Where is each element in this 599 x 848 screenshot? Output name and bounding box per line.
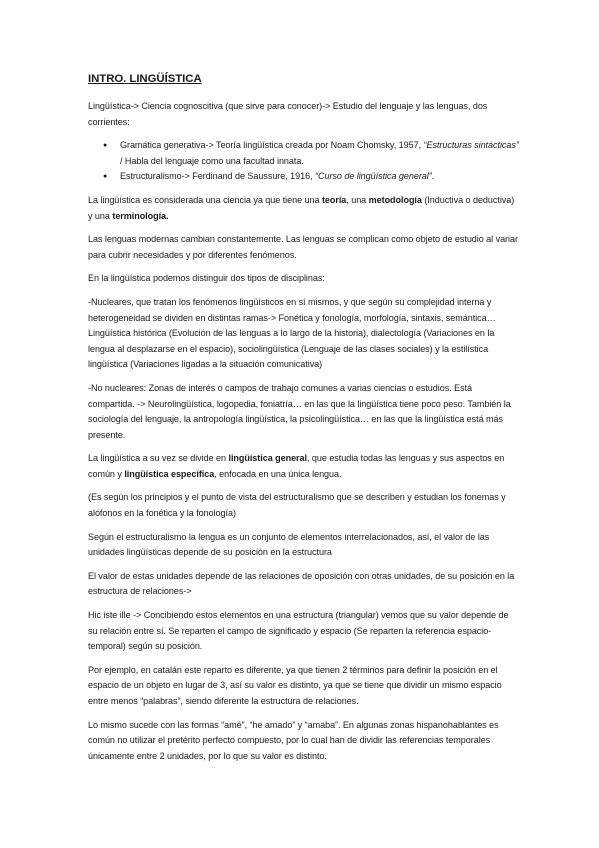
list-item: ● Estructuralismo-> Ferdinand de Saussure, 1916, “Curso de lingüística general”. (120, 169, 520, 185)
paragraph-general-specific: La lingüística a su vez se divide en lingüística general, que estudia todas las lenguas y sus aspectos en común y lingüística específica, enfocada en una única lengua. (88, 453, 505, 479)
paragraph-structuralism-note: (Es según los principios y el punto de vista del estructuralismo que se describen y estudian los fonemas y alófonos en la fonética y la fonología) (88, 492, 506, 519)
page-title: INTRO. LINGÜÍSTICA (88, 73, 202, 85)
currents-list (88, 138, 520, 185)
paragraph-catalan-example: Por ejemplo, en catalán este reparto es diferente, ya que tienen 2 términos para definir la posición en el espacio de un objeto en lugar de 3, así su valor es distinto, ya que se tiene que dividir un mismo espacio entre menos “palabras”, siendo diferente la estructura de relaciones. (88, 664, 502, 706)
paragraph-structuralism: Según el estructuralismo la lengua es un conjunto de elementos interrelacionados, así, el valor de las unidades lingüísticas depende de su posición en la estructura (88, 531, 490, 558)
document-page (88, 72, 520, 772)
paragraph-non-nuclear: -No nucleares: Zonas de interés o campos de trabajo comunes a varias ciencias o estudios. Está compartida. -> Neurolingüística, logopedia, foniatría… en las que la lingüística tiene poco peso. También la sociología del lenguaje, la antropología lingüística, la psicolingüística… en las que la lingüística está más presente. (88, 382, 511, 440)
paragraph-hic-iste-ille: Hic iste ille -> Concibiendo estos elementos en una estructura (triangular) vemos que su valor depende de su relación entre sí. Se reparten el campo de significado y espacio (Se reparten la referencia espacio-temporal) según su posición. (88, 610, 509, 652)
paragraph-modern-languages: Las lenguas modernas cambian constantemente. Las lenguas se complican como objeto de estudio al variar para cubrir necesidades y por diferentes fenómenos. (88, 234, 518, 260)
list-item: ● Gramática generativa-> Teoría lingüística creada por Noam Chomsky, 1957, “Estructuras sintácticas” / Habla del lenguaje como una facultad innata. (120, 138, 520, 169)
paragraph-disciplines: En la lingüística podemos distinguir dos tipos de disciplinas: (88, 273, 325, 284)
paragraph-science: La lingüística es considerada una ciencia ya que tiene una teoría, una metodología (Inductiva o deductiva) y una terminología. (88, 194, 515, 221)
paragraph-verb-forms: Lo mismo sucede con las formas “amé”, “he amado” y “amaba”. En algunas zonas hispanohablantes es común no utilizar el pretérito perfecto compuesto, por lo cual han de dividir las referencias temporales únicamente entre 2 unidades, por lo que su valor es distinto. (88, 719, 499, 761)
paragraph-unit-value: El valor de estas unidades depende de las relaciones de oposición con otras unidades, de su posición en la estructura de relaciones-> (88, 570, 515, 597)
intro-paragraph: Lingüística-> Ciencia cognoscitiva (que sirve para conocer)-> Estudio del lenguaje y las lenguas, dos corrientes: (88, 101, 488, 127)
paragraph-nuclear: -Nucleares, que tratan los fenómenos lingüísticos en sí mismos, y que según su complejidad interna y heterogeneidad se dividen en distintas ramas-> Fonética y fonología, morfología, sintaxis, semántica… Lingüística histórica (Evolución de las lenguas a lo largo de la historia), dialectología (Variaciones en la lengua al desplazarse en el espacio), sociolingüística (Lenguaje de las clases sociales) y la estilística lingüística (Variaciones ligadas a la situación comunicativa) (88, 296, 496, 370)
